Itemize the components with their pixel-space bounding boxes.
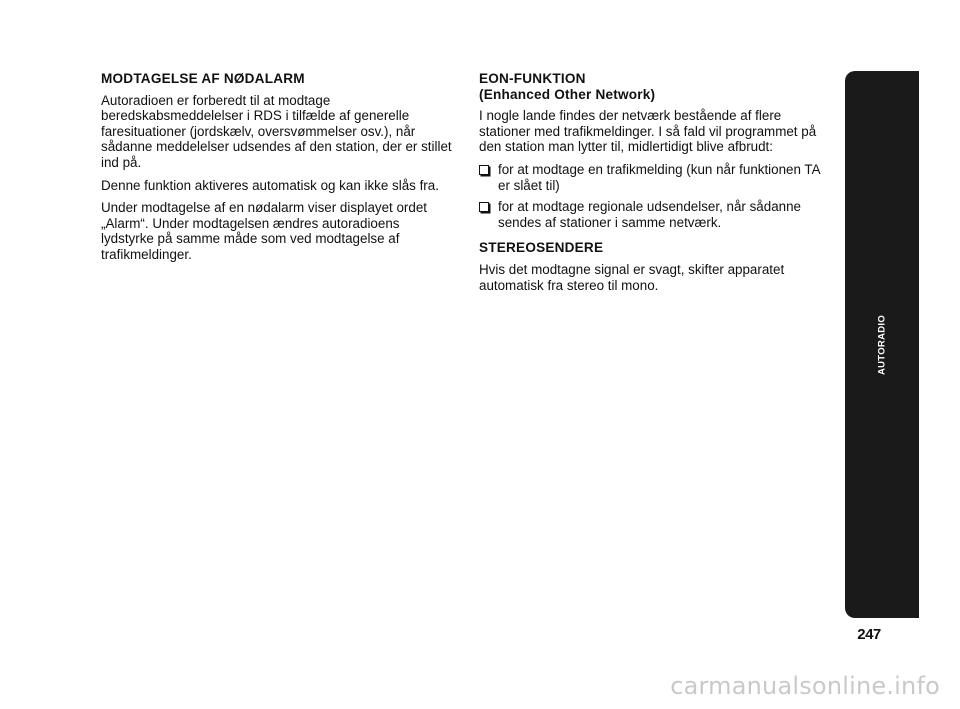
list-item-text: for at modtage regionale udsendelser, når sådanne sendes af stationer i samme netværk. bbox=[498, 199, 801, 230]
section-heading-emergency-alarm: MODTAGELSE AF NØDALARM bbox=[101, 71, 305, 86]
heading-line: (Enhanced Other Network) bbox=[479, 86, 656, 102]
paragraph: Autoradioen er forberedt til at modtage beredskabsmeddelelser i RDS i tilfælde af generelle faresituationer (jordskælv, oversvømmelser osv.), når sådanne meddelelser udsendes af den station, der er stillet ind på. bbox=[101, 92, 452, 170]
section-heading-eon bbox=[479, 71, 831, 102]
chapter-side-tab bbox=[845, 71, 919, 618]
checkbox-bullet-icon bbox=[479, 165, 489, 175]
right-column bbox=[479, 71, 831, 300]
list-item bbox=[479, 199, 831, 230]
heading-line: EON-FUNKTION bbox=[479, 71, 586, 86]
watermark: carmanualsonline.info bbox=[670, 672, 940, 700]
bullet-list bbox=[479, 162, 831, 230]
list-item-text: for at modtage en trafikmelding (kun når funktionen TA er slået til) bbox=[498, 161, 820, 193]
paragraph: Hvis det modtagne signal er svagt, skifter apparatet automatisk fra stereo til mono. bbox=[479, 261, 785, 293]
page-number: 247 bbox=[857, 626, 881, 643]
paragraph: Under modtagelse af en nødalarm viser displayet ordet „Alarm“. Under modtagelsen ændres autoradioens lydstyrke på samme måde som ved modtagelse af trafikmeldinger. bbox=[101, 200, 428, 262]
chapter-tab-label: AUTORADIO bbox=[876, 314, 888, 375]
section-heading-stereo: STEREOSENDERE bbox=[479, 240, 604, 256]
paragraph: I nogle lande findes der netværk bestående af flere stationer med trafikmeldinger. I så fald vil programmet på den station man lytter til, midlertidigt blive afbrudt: bbox=[479, 108, 817, 155]
paragraph: Denne funktion aktiveres automatisk og kan ikke slås fra. bbox=[101, 177, 439, 193]
list-item bbox=[479, 162, 831, 193]
checkbox-bullet-icon bbox=[479, 202, 489, 212]
left-column bbox=[101, 71, 453, 270]
